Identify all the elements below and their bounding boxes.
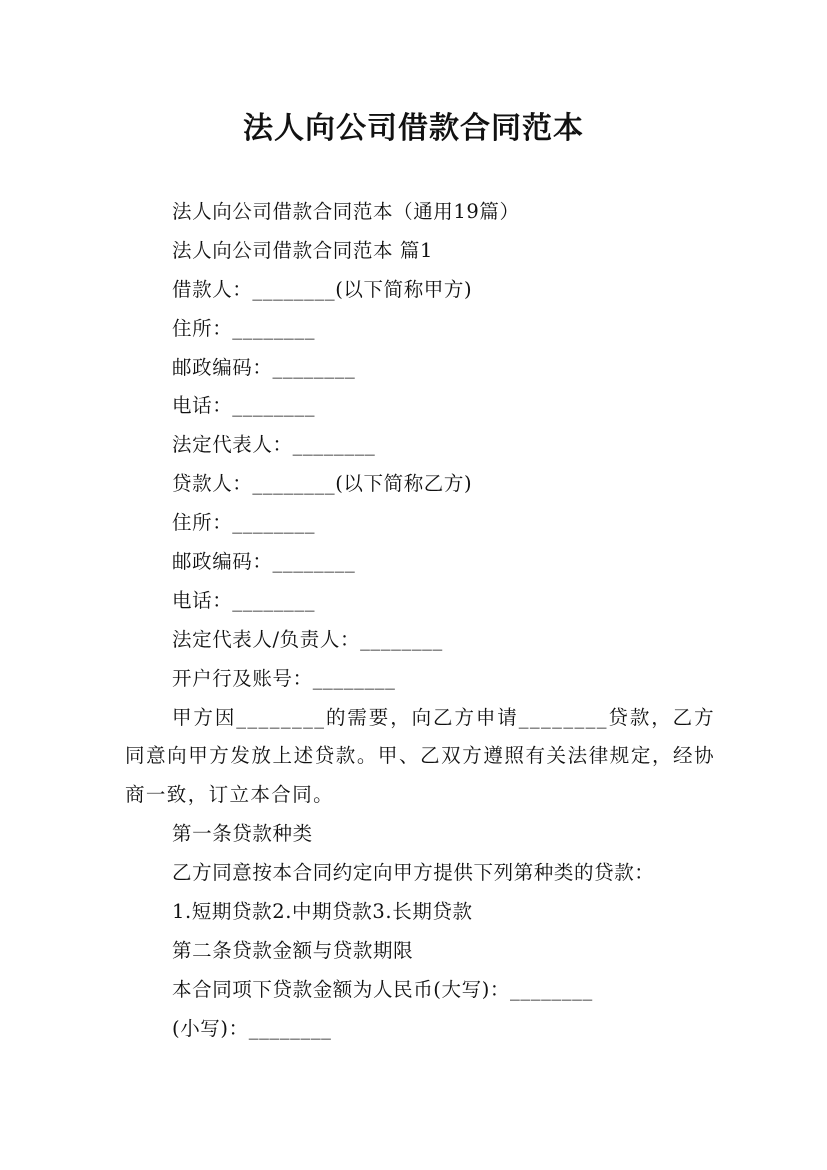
- borrower-field: 借款人：________(以下简称甲方): [172, 277, 473, 301]
- loan-type-options: 1.短期贷款2.中期贷款3.长期贷款: [172, 900, 473, 924]
- lender-address-field: 住所：________: [172, 511, 316, 535]
- borrower-legal-rep-field: 法定代表人：________: [172, 433, 376, 457]
- borrower-phone-field: 电话：________: [172, 394, 316, 418]
- borrower-postcode-field: 邮政编码：________: [172, 355, 356, 379]
- lender-field: 贷款人：________(以下简称乙方): [172, 472, 473, 496]
- borrower-address-field: 住所：________: [172, 316, 316, 340]
- bank-account-field: 开户行及账号：________: [172, 666, 396, 690]
- document-body: [125, 193, 715, 1049]
- lender-phone-field: 电话：________: [172, 588, 316, 612]
- intro-paragraph: 甲方因________的需要，向乙方申请________贷款，乙方同意向甲方发放上述贷款。甲、乙双方遵照有关法律规定，经协商一致，订立本合同。: [125, 705, 715, 807]
- document-title: 法人向公司借款合同范本: [243, 111, 584, 146]
- lender-postcode-field: 邮政编码：________: [172, 550, 356, 574]
- section-heading: 法人向公司借款合同范本 篇1: [172, 238, 434, 262]
- loan-amount-uppercase-field: 本合同项下贷款金额为人民币(大写)：________: [172, 977, 593, 1001]
- document-subtitle: 法人向公司借款合同范本（通用19篇）: [172, 200, 520, 223]
- article-2-heading: 第二条贷款金额与贷款期限: [172, 938, 414, 962]
- loan-amount-lowercase-field: (小写)：________: [172, 1016, 332, 1040]
- article-1-heading: 第一条贷款种类: [172, 822, 313, 846]
- lender-legal-rep-field: 法定代表人/负责人：________: [172, 627, 443, 651]
- article-1-text: 乙方同意按本合同约定向甲方提供下列第种类的贷款：: [172, 861, 655, 885]
